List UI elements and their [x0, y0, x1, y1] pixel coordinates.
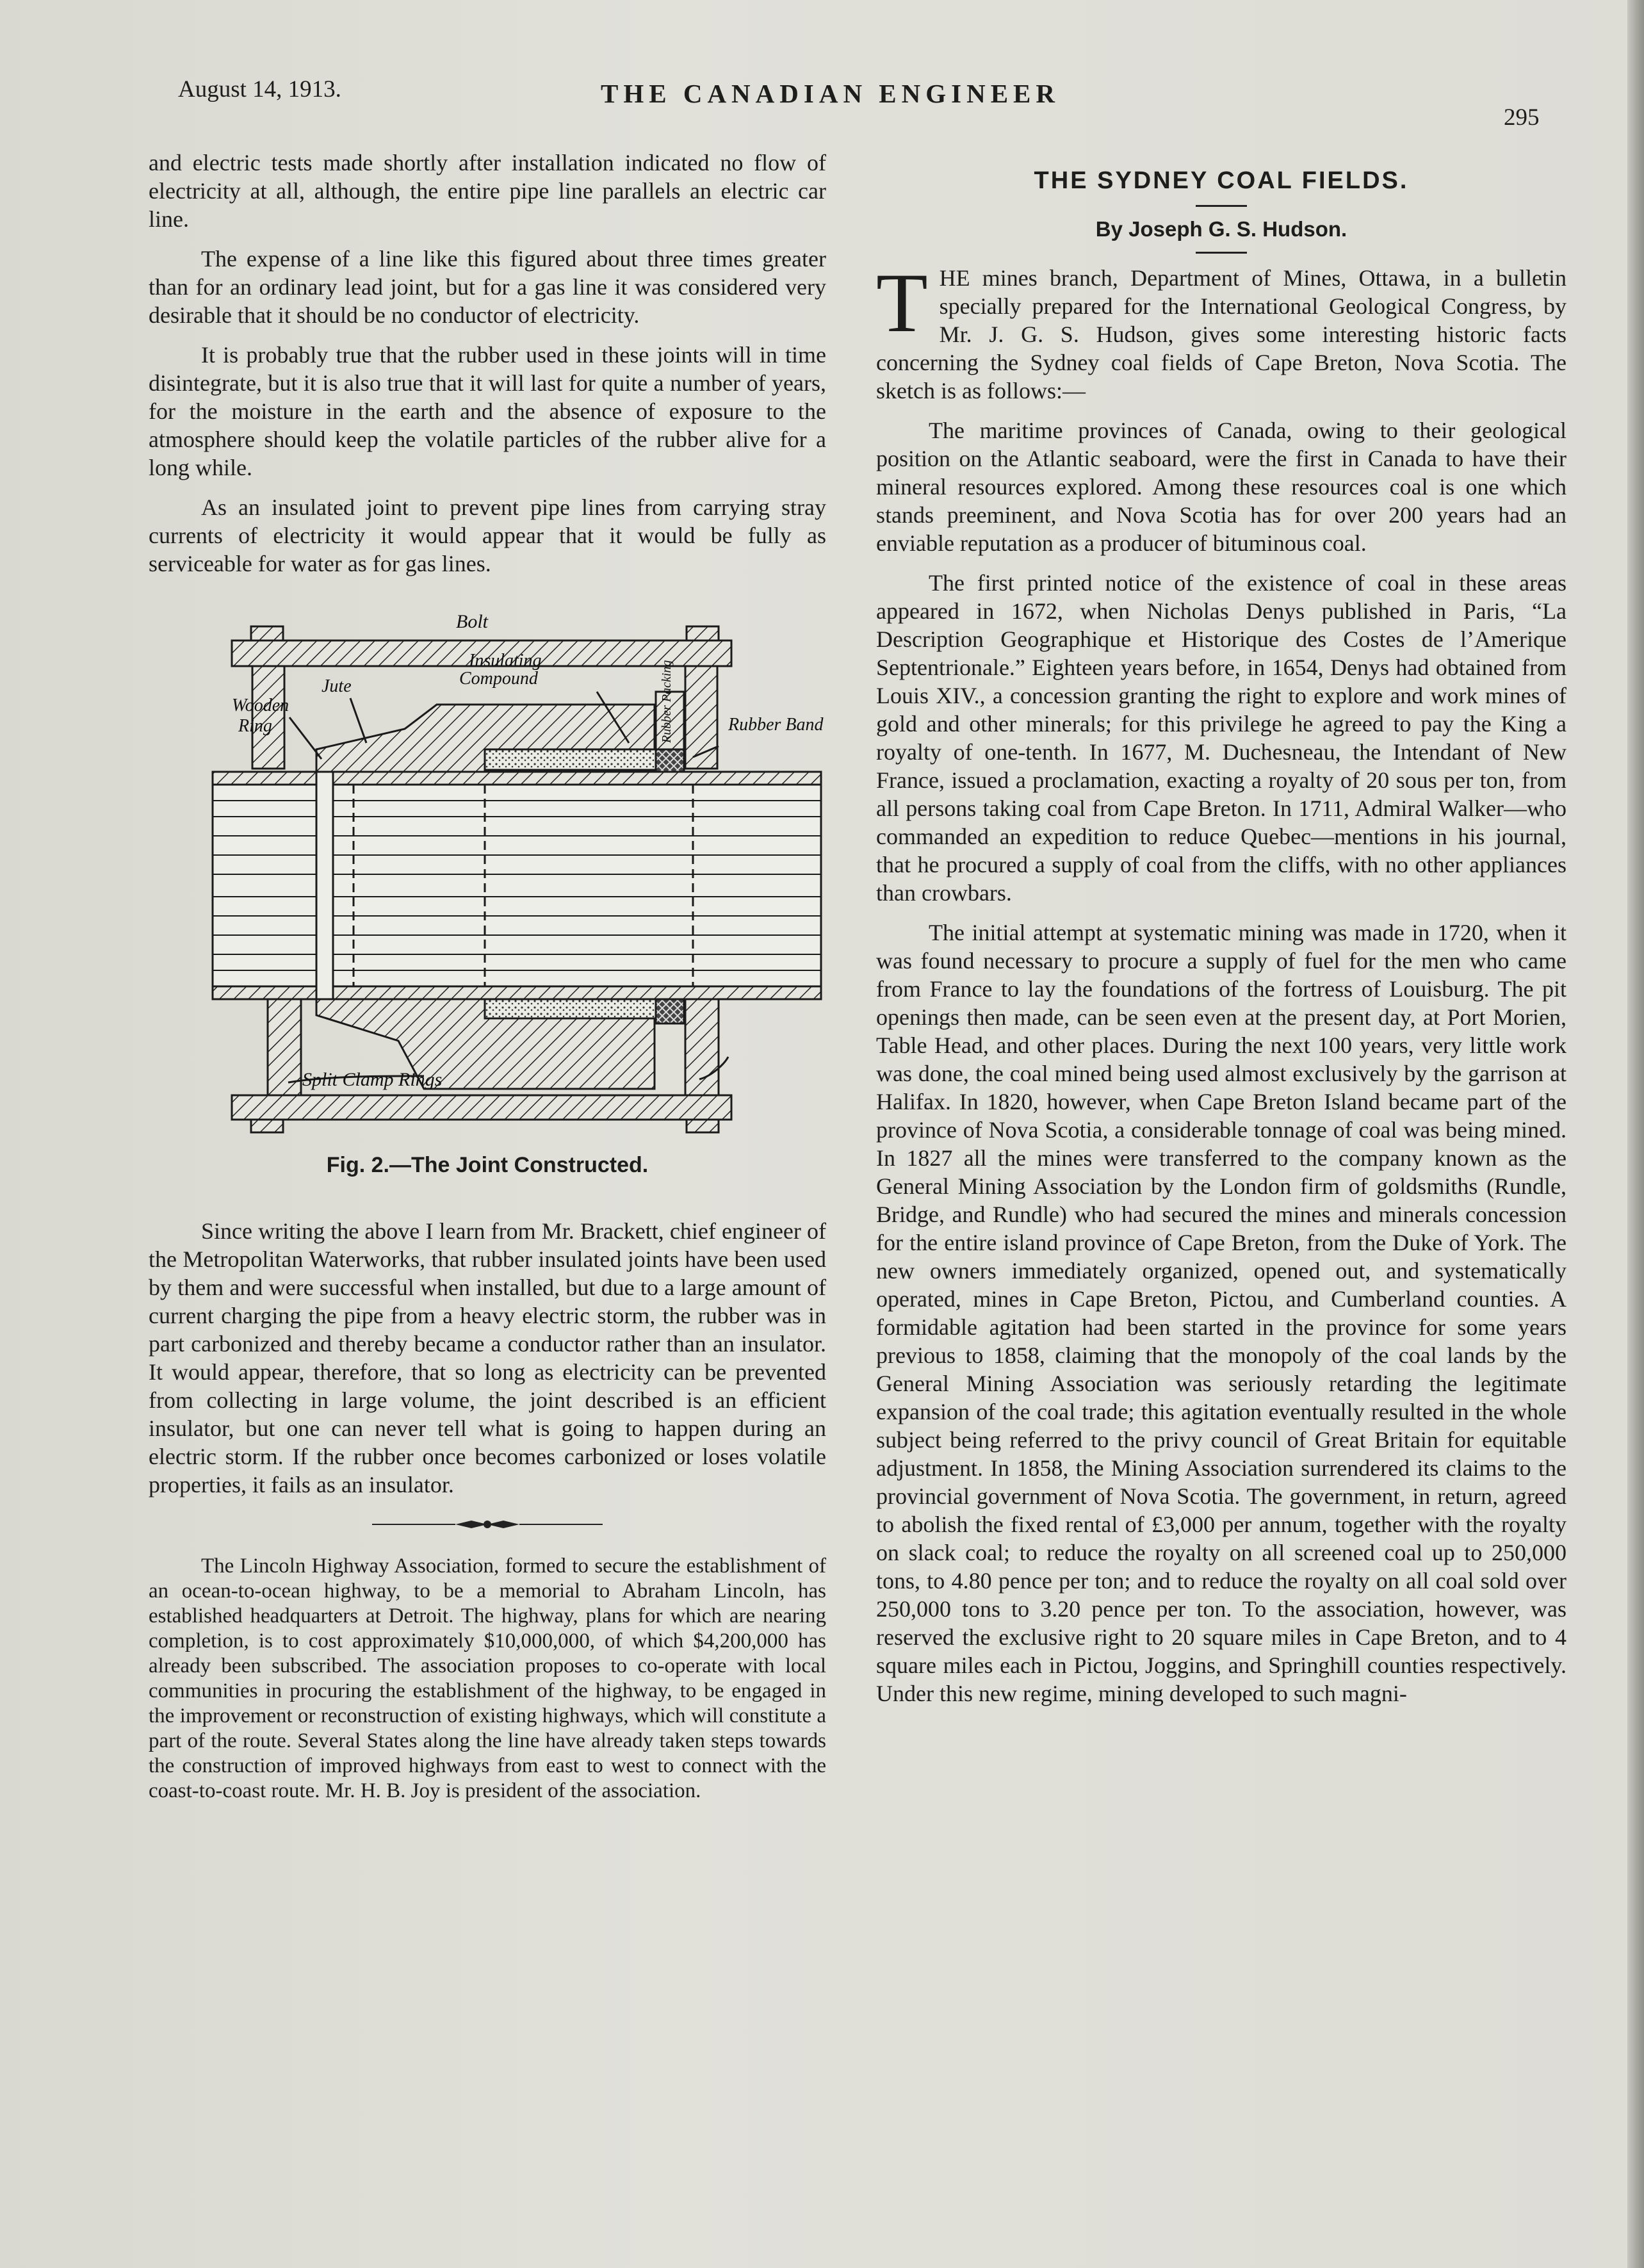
journal-title: THE CANADIAN ENGINEER	[601, 79, 1061, 108]
drop-cap: T	[876, 256, 928, 350]
paragraph	[876, 256, 1567, 405]
article-title: THE SYDNEY COAL FIELDS.	[1034, 167, 1409, 194]
label-insulating: Insulating	[469, 651, 542, 671]
paragraph: The initial attempt at systematic mining was made in 1720, when it was found necessary to procure a supply of fuel for the men who came from France to lay the foundations of the fortress of Louisburg. The pit openings then made, can be seen even at the present day, at Port Morien, Table Head, and other places. During the next 100 years, very little work was done, the coal mined being used almost exclusively by the garrison at Halifax. In 1820, however, when Cape Breton Island became part of the province of Nova Scotia, a considerable tonnage of coal was being mined. In 1827 all the mines were transferred to the company known as the General Mining Association by the London firm of goldsmiths (Rundle, Bridge, and Rundle) who had secured the mines and minerals concession for the entire island province of Cape Breton, from the Duke of York. The new owners immediately organized, opened out, and systematically operated, mines in Cape Breton, Pictou, and Cumberland counties. A formidable agitation had been started in the province for some years previous to 1858, claiming that the monopoly of the coal lands by the General Mining Association was seriously retarding the legitimate expansion of the coal trade; this agitation eventually resulted in the whole subject being referred to the privy council of Great Britain for equitable adjustment. In 1858, the Mining Association surrendered its claims to the provincial government of Nova Scotia. The government, in return, agreed to abolish the fixed rental of £3,000 per annum, together with the royalty on slack coal; to reduce the royalty on all screened coal up to 250,000 tons, to 4.80 pence per ton; and to reduce the royalty on all coal sold over 250,000 tons to 3.20 pence per ton. To the association, however, was reserved the exclusive right to 20 square miles in Cape Breton, and to 4 square miles each in Pictou, Joggins, and Springhill counties respectively. Under this new regime, mining developed to such magni-	[876, 920, 1567, 1706]
running-header	[178, 76, 1555, 131]
title-rule	[1196, 205, 1247, 207]
figure-caption: Fig. 2.—The Joint Constructed.	[326, 1153, 649, 1177]
paragraph: The first printed notice of the existence of coal in these areas appeared in 1672, when Nicholas Denys published in Paris, “La Description Geographique et Historique des Costes de l’Amerique Septentrionale.” Eighteen years before, in 1654, Denys had obtained from Louis XIV., a concession granting the right to explore and work mines of gold and other minerals; for this privilege he agreed to pay the King a royalty of one-tenth. In 1677, M. Duchesneau, the Intendant of New France, issued a proclamation, exacting a royalty of 20 sous per ton, from all persons taking coal from Cape Breton. In 1711, Admiral Walker—who commanded an expedition to reduce Quebec—mentions in his journal, that he procured a supply of coal from the cliffs, with no other appliances than crowbars.	[876, 570, 1567, 906]
paragraph: The expense of a line like this figured about three times greater than for an ordinary lead joint, but for a gas line it was considered very desirable that it should be no conductor of electricity.	[149, 246, 826, 328]
paragraph: As an insulated joint to prevent pipe lines from carrying stray currents of electricity it would appear that it would be fully as serviceable for water as for gas lines.	[149, 494, 826, 576]
paragraph: The maritime provinces of Canada, owing to their geological position on the Atlantic seaboard, were the first in Canada to have their mineral resources explored. Among these resources coal is one which stands preeminent, and Nova Scotia has for over 200 years had an enviable reputation as a producer of bituminous coal.	[876, 418, 1567, 556]
label-jute: Jute	[321, 676, 352, 696]
paragraph: The Lincoln Highway Association, formed to secure the establishment of an ocean-to-ocean highway, to be a memorial to Abraham Lincoln, has established headquarters at Detroit. The highway, plans for which are nearing completion, is to cost approximately $10,000,000, of which $4,200,000 has already been subscribed. The association proposes to co-operate with local communities in procuring the establishment of the highway, to be engaged in the improvement or reconstruction of existing highways, which will constitute a part of the route. Several States along the line have already taken steps towards the construction of improved highways from east to west to connect with the coast-to-coast route. Mr. H. B. Joy is president of the association.	[149, 1554, 826, 1802]
paragraph: It is probably true that the rubber used in these joints will in time disintegrate, but it is also true that it will last for quite a number of years, for the moisture in the earth and the absence of exposure to the atmosphere should keep the volatile particles of the rubber alive for a long while.	[149, 342, 826, 480]
paragraph: Since writing the above I learn from Mr. Brackett, chief engineer of the Metropolitan Waterworks, that rubber insulated joints have been used by them and were successful when installed, but due to a large amount of current charging the pipe from a heavy electric storm, the rubber was in part carbonized and thereby became a conductor rather than an insulator. It would appear, therefore, that so long as electricity can be prevented from collecting in large volume, the joint described is an efficient insulator, but one can never tell what is going to happen during an electric storm. If the rubber once becomes carbonized or loses volatile properties, it fails as an insulator.	[149, 1218, 826, 1497]
label-rubber-packing: Rubber Packing	[660, 660, 674, 743]
label-bolt: Bolt	[456, 611, 488, 632]
joint-diagram	[136, 589, 840, 1146]
issue-date: August 14, 1913.	[178, 76, 341, 102]
label-split-clamp-rings: Split Clamp Rings	[302, 1069, 443, 1090]
joint-figure	[149, 589, 826, 1217]
label-rubber-band: Rubber Band	[728, 715, 824, 735]
bottom-bolt	[232, 1095, 731, 1120]
page-number: 295	[1504, 104, 1540, 131]
binding-shadow	[1627, 0, 1644, 2268]
label-ring: Ring	[238, 716, 272, 736]
paragraph: and electric tests made shortly after installation indicated no flow of electricity at all, although, the entire pipe line parallels an electric car line.	[149, 150, 826, 232]
section-divider-ornament	[372, 1517, 603, 1532]
label-compound: Compound	[459, 669, 538, 689]
pipe-body	[213, 785, 821, 986]
left-column	[149, 149, 826, 1815]
paragraph-text: HE mines branch, Department of Mines, Ottawa, in a bulletin specially prepared for the International Geological Congress, by Mr. J. G. S. Hudson, gives some interesting historic facts concerning the Sydney coal fields of Cape Breton, Nova Scotia. The sketch is as follows:—	[876, 265, 1567, 404]
label-wooden: Wooden	[232, 696, 289, 715]
byline-rule	[1196, 252, 1247, 254]
article-byline: By Joseph G. S. Hudson.	[1095, 217, 1347, 241]
right-column	[876, 157, 1567, 1719]
